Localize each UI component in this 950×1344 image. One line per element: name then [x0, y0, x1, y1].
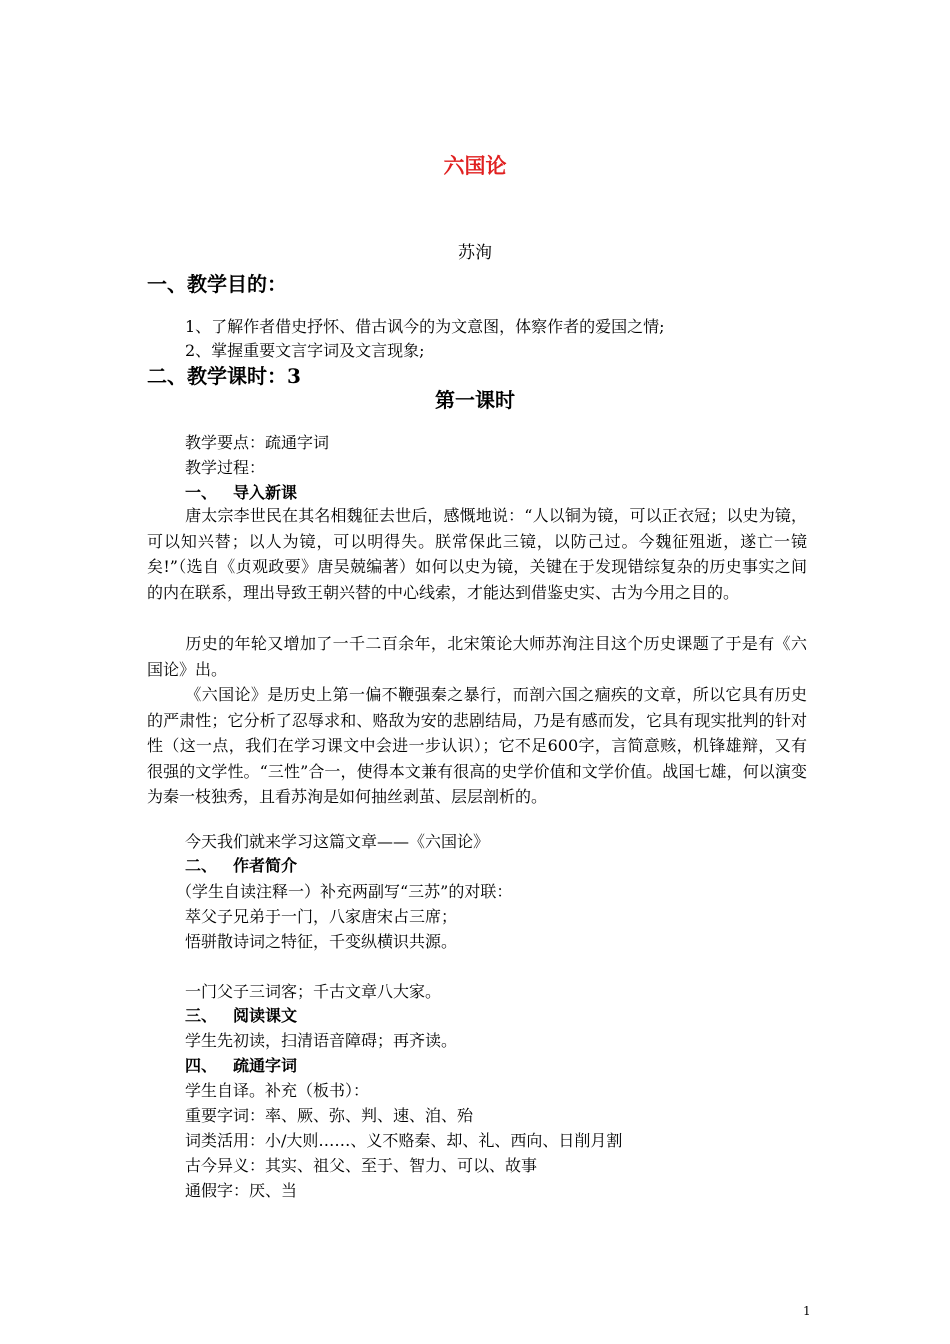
intro-paragraph-2 — [147, 631, 807, 682]
part-heading-author — [185, 853, 297, 876]
vocab-line-4: 古今异义：其实、祖父、至于、智力、可以、故事 — [185, 1156, 538, 1175]
part-number: 三、 — [185, 1006, 218, 1025]
objective-item-2: 2、掌握重要文言字词及文言现象; — [185, 341, 425, 360]
section-heading-periods: 二、教学课时：3 — [147, 364, 301, 388]
process-label: 教学过程： — [185, 458, 266, 477]
part-number: 一、 — [185, 483, 218, 502]
page-number: 1 — [803, 1304, 811, 1318]
intro-paragraph-4: 今天我们就来学习这篇文章——《六国论》 — [185, 832, 490, 851]
vocab-line-3: 词类活用：小/大则……、义不赂秦、却、礼、西向、日削月割 — [185, 1131, 623, 1150]
intro-paragraph-3 — [147, 682, 807, 810]
author-name: 苏洵 — [458, 243, 492, 263]
key-points: 教学要点：疏通字词 — [185, 433, 330, 452]
part-heading-reading — [185, 1003, 297, 1026]
vocab-line-2: 重要字词：率、厥、弥、判、速、洎、殆 — [185, 1106, 474, 1125]
part-number: 二、 — [185, 856, 218, 875]
reading-instruction: 学生先初读，扫清语音障碍；再齐读。 — [185, 1031, 458, 1050]
document-title: 六国论 — [443, 153, 507, 178]
paragraph-text: 《六国论》是历史上第一偏不鞭强秦之暴行，而剖六国之痼疾的文章，所以它具有历史的严肃性；它分析了忍辱求和、赂敌为安的悲剧结局，乃是有感而发，它具有现实批判的针对性（这一点，我们在学习课文中会进一步认识）；它不足600字，言简意赅，机锋雄辩，又有很强的文学性。“三性”合一，使得本文兼有很高的史学价值和文学价值。战国七雄，何以演变为秦一枝独秀，且看苏洵是如何抽丝剥茧、层层剖析的。 — [147, 685, 807, 807]
part-heading-vocab — [185, 1053, 297, 1076]
part-title: 作者简介 — [233, 856, 298, 875]
part-number: 四、 — [185, 1056, 218, 1075]
part-heading-intro — [185, 480, 297, 503]
part-title: 疏通字词 — [233, 1056, 298, 1075]
vocab-line-5: 通假字：厌、当 — [185, 1181, 298, 1200]
part-title: 导入新课 — [233, 483, 298, 502]
paragraph-text: 历史的年轮又增加了一千二百余年，北宋策论大师苏洵注目这个历史课题了于是有《六国论》出。 — [147, 634, 807, 679]
author-note: （学生自读注释一）补充两副写“三苏”的对联： — [176, 882, 513, 901]
lesson-title: 第一课时 — [435, 388, 515, 412]
part-title: 阅读课文 — [233, 1006, 298, 1025]
couplet-line-3: 一门父子三词客；千古文章八大家。 — [185, 982, 442, 1001]
vocab-line-1: 学生自译。补充（板书）： — [185, 1081, 370, 1100]
paragraph-text: 唐太宗李世民在其名相魏征去世后，感慨地说：“人以铜为镜，可以正衣冠；以史为镜，可以知兴替；以人为镜，可以明得失。朕常保此三镜，以防己过。今魏征殂逝，遂亡一镜矣!”（选自《贞观政要》唐吴兢编著）如何以史为镜，关键在于发现错综复杂的历史事实之间的内在联系，理出导致王朝兴替的中心线索，才能达到借鉴史实、古为今用之目的。 — [147, 506, 807, 602]
couplet-line-1: 萃父子兄弟于一门，八家唐宋占三席； — [185, 907, 458, 926]
section-heading-objectives: 一、教学目的： — [147, 272, 287, 296]
couplet-line-2: 悟骈散诗词之特征，千变纵横识共源。 — [185, 932, 458, 951]
intro-paragraph-1 — [147, 503, 807, 605]
objective-item-1: 1、了解作者借史抒怀、借古讽今的为文意图，体察作者的爱国之情; — [185, 317, 665, 336]
